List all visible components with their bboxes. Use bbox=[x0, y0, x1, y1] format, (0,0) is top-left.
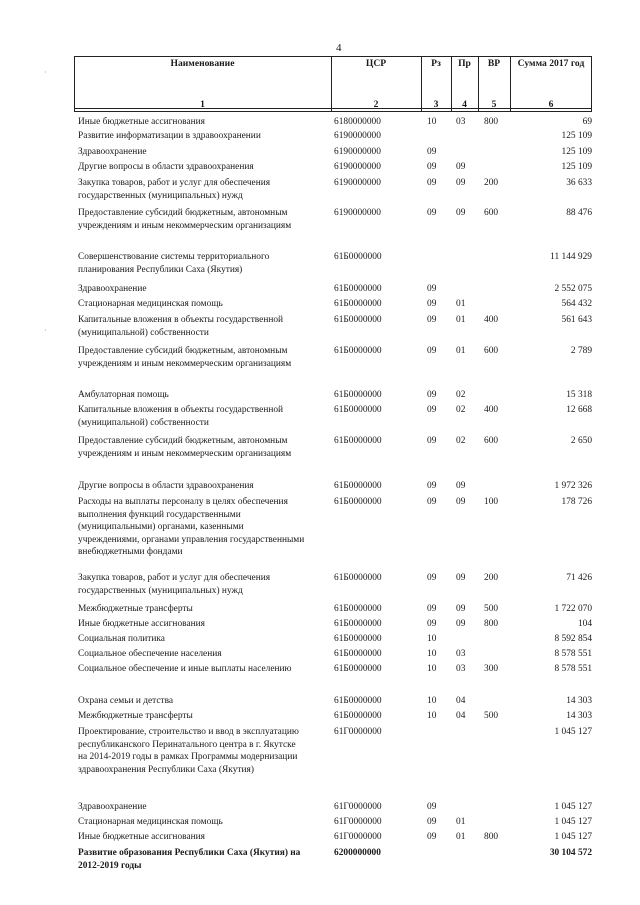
row-rz: 09 bbox=[427, 802, 437, 812]
row-pr: 09 bbox=[456, 208, 466, 218]
row-sum: 1 045 127 bbox=[554, 832, 592, 842]
row-sum: 36 633 bbox=[566, 178, 592, 188]
row-rz: 09 bbox=[427, 481, 437, 491]
row-name: Социальное обеспечение населения bbox=[78, 649, 222, 659]
row-name: Закупка товаров, работ и услуг для обеспечения государственных (муниципальных) нужд bbox=[78, 573, 271, 596]
row-rz: 10 bbox=[427, 117, 437, 127]
row-csr: 61Б0000000 bbox=[334, 573, 382, 583]
row-vr: 800 bbox=[484, 117, 499, 127]
row-pr: 09 bbox=[456, 619, 466, 629]
row-csr: 6200000000 bbox=[334, 848, 381, 858]
row-name: Проектирование, строительство и ввод в эксплуатацию республиканского Перинатального центра в г. Якутске на 2014-2019 годы в рамках Программы модернизации здравоохранения Республики Саха (Якутия) bbox=[78, 727, 299, 775]
row-name: Здравоохранение bbox=[78, 284, 147, 294]
row-sum: 71 426 bbox=[566, 573, 592, 583]
col-number-3: 3 bbox=[433, 99, 439, 110]
row-rz: 09 bbox=[427, 147, 437, 157]
col-number-1: 1 bbox=[200, 99, 205, 110]
header-pr: Пр bbox=[458, 58, 471, 69]
row-pr: 01 bbox=[456, 346, 466, 356]
row-vr: 500 bbox=[484, 604, 499, 614]
row-csr: 6190000000 bbox=[334, 131, 381, 141]
row-sum: 88 476 bbox=[566, 208, 592, 218]
row-csr: 61Б0000000 bbox=[334, 696, 382, 706]
row-sum: 178 726 bbox=[561, 497, 592, 507]
row-sum: 564 432 bbox=[561, 299, 592, 309]
row-csr: 6180000000 bbox=[334, 117, 381, 127]
row-rz: 09 bbox=[427, 208, 437, 218]
header-rz: Рз bbox=[431, 58, 441, 69]
row-pr: 02 bbox=[456, 390, 466, 400]
row-vr: 600 bbox=[484, 208, 499, 218]
row-vr: 600 bbox=[484, 346, 499, 356]
row-sum: 15 318 bbox=[566, 390, 592, 400]
row-csr: 61Б0000000 bbox=[334, 604, 382, 614]
row-csr: 61Г0000000 bbox=[334, 802, 382, 812]
row-csr: 6190000000 bbox=[334, 208, 381, 218]
row-name: Здравоохранение bbox=[78, 802, 147, 812]
row-rz: 10 bbox=[427, 711, 437, 721]
row-csr: 61Б0000000 bbox=[334, 405, 382, 415]
row-name: Амбулаторная помощь bbox=[78, 390, 169, 400]
row-name: Другие вопросы в области здравоохранения bbox=[78, 481, 254, 491]
row-vr: 200 bbox=[484, 178, 499, 188]
header-vr: ВР bbox=[487, 58, 501, 69]
col-number-4: 4 bbox=[462, 99, 467, 110]
row-csr: 61Б0000000 bbox=[334, 315, 382, 325]
row-pr: 03 bbox=[456, 117, 466, 127]
row-pr: 04 bbox=[456, 711, 466, 721]
row-csr: 61Б0000000 bbox=[334, 284, 382, 294]
row-sum: 1 972 326 bbox=[554, 481, 592, 491]
row-rz: 10 bbox=[427, 664, 437, 674]
row-sum: 14 303 bbox=[566, 696, 592, 706]
row-pr: 01 bbox=[456, 817, 466, 827]
row-sum: 8 578 551 bbox=[554, 649, 592, 659]
scan-mark: · bbox=[44, 68, 47, 77]
row-vr: 500 bbox=[484, 711, 499, 721]
row-sum: 8 592 854 bbox=[554, 634, 592, 644]
row-csr: 61Г0000000 bbox=[334, 817, 382, 827]
row-rz: 09 bbox=[427, 390, 437, 400]
row-sum: 1 045 127 bbox=[554, 802, 592, 812]
row-name: Расходы на выплаты персоналу в целях обеспечения выполнения функций государственными (муниципальными) органами, казенными учреждениями, органами управления государственными внебюджетными фондами bbox=[78, 497, 305, 558]
row-name: Охрана семьи и детства bbox=[78, 696, 174, 706]
row-name: Предоставление субсидий бюджетным, автономным учреждениям и иным некоммерческим организациям bbox=[78, 208, 292, 231]
row-csr: 61Б0000000 bbox=[334, 497, 382, 507]
row-vr: 300 bbox=[484, 664, 499, 674]
row-rz: 09 bbox=[427, 436, 437, 446]
row-name: Предоставление субсидий бюджетным, автономным учреждениям и иным некоммерческим организациям bbox=[78, 346, 292, 369]
row-rz: 09 bbox=[427, 405, 437, 415]
row-csr: 61Б0000000 bbox=[334, 711, 382, 721]
row-pr: 09 bbox=[456, 573, 466, 583]
row-rz: 09 bbox=[427, 817, 437, 827]
row-pr: 04 bbox=[456, 696, 466, 706]
row-csr: 6190000000 bbox=[334, 178, 381, 188]
row-vr: 100 bbox=[484, 497, 499, 507]
row-sum: 125 109 bbox=[561, 147, 592, 157]
row-csr: 61Б0000000 bbox=[334, 390, 382, 400]
row-csr: 61Б0000000 bbox=[334, 664, 382, 674]
row-name: Иные бюджетные ассигнования bbox=[78, 619, 205, 629]
row-name: Развитие информатизации в здравоохранении bbox=[78, 131, 261, 141]
row-pr: 02 bbox=[456, 405, 466, 415]
row-vr: 400 bbox=[484, 315, 499, 325]
row-name: Закупка товаров, работ и услуг для обеспечения государственных (муниципальных) нужд bbox=[78, 178, 271, 201]
row-name: Межбюджетные трансферты bbox=[78, 711, 193, 721]
row-rz: 09 bbox=[427, 315, 437, 325]
row-name: Другие вопросы в области здравоохранения bbox=[78, 162, 254, 172]
row-csr: 61Б0000000 bbox=[334, 481, 382, 491]
scan-mark: · bbox=[44, 326, 47, 335]
row-name: Иные бюджетные ассигнования bbox=[78, 832, 205, 842]
row-sum: 8 578 551 bbox=[554, 664, 592, 674]
row-sum: 1 722 070 bbox=[554, 604, 592, 614]
row-name: Капитальные вложения в объекты государственной (муниципальной) собственности bbox=[78, 405, 284, 428]
row-sum: 1 045 127 bbox=[554, 817, 592, 827]
header-csr: ЦСР bbox=[365, 58, 387, 69]
row-sum: 104 bbox=[577, 619, 592, 629]
row-vr: 400 bbox=[484, 405, 499, 415]
row-pr: 01 bbox=[456, 832, 466, 842]
row-pr: 03 bbox=[456, 649, 466, 659]
row-rz: 09 bbox=[427, 299, 437, 309]
row-sum: 30 104 572 bbox=[549, 848, 592, 858]
row-csr: 61Б0000000 bbox=[334, 634, 382, 644]
row-name: Социальное обеспечение и иные выплаты населению bbox=[78, 664, 292, 674]
row-rz: 10 bbox=[427, 696, 437, 706]
col-number-2: 2 bbox=[373, 99, 379, 110]
row-pr: 01 bbox=[456, 315, 466, 325]
row-rz: 09 bbox=[427, 284, 437, 294]
row-vr: 600 bbox=[484, 436, 499, 446]
row-sum: 69 bbox=[582, 117, 592, 127]
row-rz: 10 bbox=[427, 649, 437, 659]
row-csr: 61Г0000000 bbox=[334, 832, 382, 842]
row-name: Развитие образования Республики Саха (Якутия) на 2012-2019 годы bbox=[78, 848, 301, 871]
row-sum: 11 144 929 bbox=[550, 252, 592, 262]
row-csr: 6190000000 bbox=[334, 162, 381, 172]
row-vr: 800 bbox=[484, 619, 499, 629]
row-pr: 09 bbox=[456, 604, 466, 614]
row-name: Межбюджетные трансферты bbox=[78, 604, 193, 614]
row-rz: 09 bbox=[427, 604, 437, 614]
row-pr: 03 bbox=[456, 664, 466, 674]
row-csr: 6190000000 bbox=[334, 147, 381, 157]
row-name: Капитальные вложения в объекты государственной (муниципальной) собственности bbox=[78, 315, 284, 338]
row-sum: 125 109 bbox=[561, 131, 592, 141]
row-name: Стационарная медицинская помощь bbox=[78, 817, 223, 827]
row-sum: 2 552 075 bbox=[554, 284, 592, 294]
header-name: Наименование bbox=[170, 58, 235, 69]
col-number-5: 5 bbox=[491, 99, 497, 110]
row-rz: 09 bbox=[427, 832, 437, 842]
row-rz: 10 bbox=[427, 634, 437, 644]
row-vr: 800 bbox=[484, 832, 499, 842]
row-rz: 09 bbox=[427, 573, 437, 583]
row-csr: 61Б0000000 bbox=[334, 252, 382, 262]
col-number-6: 6 bbox=[548, 99, 554, 110]
row-rz: 09 bbox=[427, 497, 437, 507]
row-pr: 02 bbox=[456, 436, 466, 446]
row-rz: 09 bbox=[427, 162, 437, 172]
row-pr: 09 bbox=[456, 481, 466, 491]
row-sum: 125 109 bbox=[561, 162, 592, 172]
row-sum: 12 668 bbox=[566, 405, 592, 415]
row-csr: 61Б0000000 bbox=[334, 619, 382, 629]
row-pr: 09 bbox=[456, 497, 466, 507]
row-rz: 09 bbox=[427, 619, 437, 629]
header-sum: Сумма 2017 год bbox=[517, 58, 585, 69]
row-pr: 09 bbox=[456, 162, 466, 172]
row-sum: 561 643 bbox=[561, 315, 592, 325]
row-sum: 2 650 bbox=[570, 436, 592, 446]
row-csr: 61Б0000000 bbox=[334, 299, 382, 309]
row-name: Стационарная медицинская помощь bbox=[78, 299, 223, 309]
row-sum: 14 303 bbox=[566, 711, 592, 721]
row-vr: 200 bbox=[484, 573, 499, 583]
row-name: Совершенствование системы территориального планирования Республики Саха (Якутия) bbox=[78, 252, 270, 275]
row-csr: 61Б0000000 bbox=[334, 436, 382, 446]
row-name: Иные бюджетные ассигнования bbox=[78, 117, 205, 127]
row-csr: 61Б0000000 bbox=[334, 649, 382, 659]
row-sum: 1 045 127 bbox=[554, 727, 592, 737]
row-csr: 61Б0000000 bbox=[334, 346, 382, 356]
page-number: 4 bbox=[336, 42, 342, 54]
row-name: Социальная политика bbox=[78, 634, 165, 644]
row-pr: 09 bbox=[456, 178, 466, 188]
row-csr: 61Г0000000 bbox=[334, 727, 382, 737]
row-rz: 09 bbox=[427, 346, 437, 356]
row-sum: 2 789 bbox=[570, 346, 592, 356]
row-name: Здравоохранение bbox=[78, 147, 147, 157]
row-rz: 09 bbox=[427, 178, 437, 188]
row-name: Предоставление субсидий бюджетным, автономным учреждениям и иным некоммерческим организациям bbox=[78, 436, 292, 459]
row-pr: 01 bbox=[456, 299, 466, 309]
